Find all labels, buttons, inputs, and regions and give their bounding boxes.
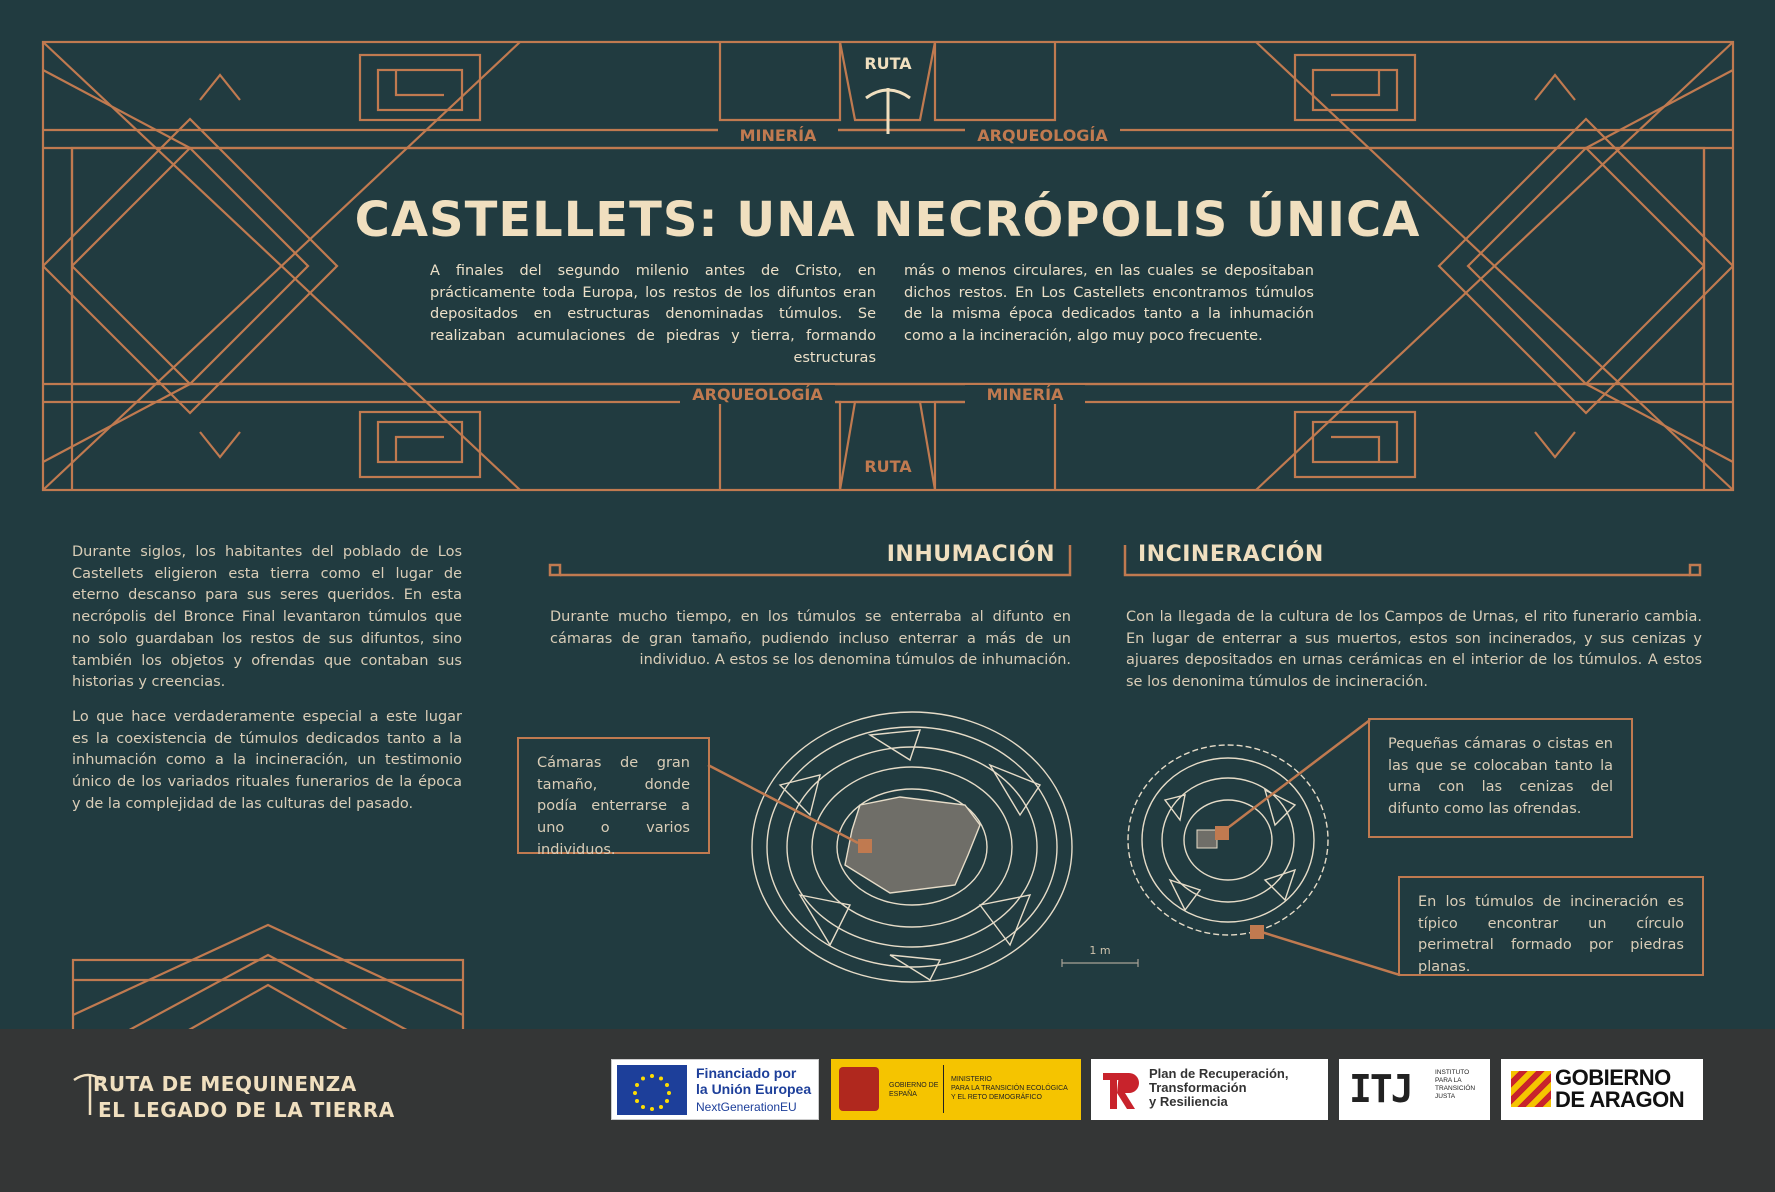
aragon-line-2: DE ARAGON [1555,1087,1685,1112]
inhumacion-text: Durante mucho tiempo, en los túmulos se enterraba al difunto en cámaras de gran tamaño, pudiendo incluso enterrar a más de un individuo. A estos se los denomina túmulos de inhumación. [550,609,1071,669]
eu-text-3: NextGenerationEU [696,1100,797,1114]
arqueologia-top-label: ARQUEOLOGÍA [965,126,1120,145]
plan-text-3: y Resiliencia [1149,1094,1228,1109]
ruta-top-label: RUTA [864,54,912,73]
inhumacion-title: INHUMACIÓN [886,542,1055,567]
arqueologia-bottom-label: ARQUEOLOGÍA [680,385,835,404]
plan-recuperacion-logo [1091,1059,1328,1120]
pickaxe-icon [866,88,910,134]
tr-mark-icon [1101,1071,1141,1111]
itj-line-1: INSTITUTO [1435,1069,1470,1076]
itj-logo [1339,1059,1490,1120]
bottom-left-ornament [60,915,480,1030]
ministerio-line-1: MINISTERIO [951,1076,992,1083]
incineracion-callout-1: Pequeñas cámaras o cistas en las que se colocaban tanto la urna con las cenizas del difunto como las ofrendas. [1368,718,1633,838]
spain-coat-of-arms-icon [839,1067,879,1111]
eu-logo [611,1059,819,1120]
section-header-rules [545,540,1705,580]
inhumacion-callout: Cámaras de gran tamaño, donde podía enterrarse a uno o varios individuos. [517,737,710,854]
itj-line-2: PARA LA [1435,1077,1462,1084]
gob-espana-text: GOBIERNO DE ESPAÑA [889,1082,939,1098]
eu-text-2: la Unión Europea [696,1081,812,1097]
aragon-flag-icon [1511,1071,1551,1107]
itj-line-3: TRANSICIÓN [1435,1085,1476,1092]
intro-left: A finales del segundo milenio antes de Cristo, en prácticamente toda Europa, los restos de los difuntos eran depositados en estructuras denominadas túmulos. Se realizaban acumulaciones de piedras y tierra, formando estructuras [430,263,876,366]
page-title: CASTELLETS: UNA NECRÓPOLIS ÚNICA [354,192,1421,248]
intro-right: más o menos circulares, en las cuales se depositaban dichos restos. En Los Castellets encontramos túmulos de la misma época dedicados tanto a la inhumación como a la incineración, algo muy poco frecuente. [904,263,1314,345]
incineracion-text: Con la llegada de la cultura de los Campos de Urnas, el rito funerario cambia. En lugar de enterrar a sus muertos, estos son incinerados, y sus cenizas y ajuares depositados en urnas cerámicas en el interior de los túmulos. A estos se los denonima túmulos de incineración. [1126,609,1702,691]
itj-mark: ITJ [1349,1067,1412,1111]
aragon-line-1: GOBIERNO [1555,1065,1671,1090]
gobierno-espana-logo [831,1059,1081,1120]
brand-line-1: RUTA DE MEQUINENZA [93,1072,357,1096]
mineria-top-label: MINERÍA [718,126,838,145]
eu-text-1: Financiado por [696,1065,797,1081]
itj-line-4: JUSTA [1435,1093,1456,1100]
plan-text-2: Transformación [1149,1080,1247,1095]
brand-line-2: EL LEGADO DE LA TIERRA [98,1098,395,1122]
incineracion-title: INCINERACIÓN [1138,542,1324,567]
scale-label: 1 m [1089,944,1111,957]
ruta-bottom-label: RUTA [864,457,912,476]
mineria-bottom-label: MINERÍA [965,385,1085,404]
ministerio-line-2: PARA LA TRANSICIÓN ECOLÓGICA [951,1085,1068,1092]
ministerio-line-3: Y EL RETO DEMOGRÁFICO [951,1094,1042,1101]
left-paragraph-1: Durante siglos, los habitantes del poblado de Los Castellets eligieron esta tierra como el lugar de eterno descanso para sus seres queridos. En esta necrópolis del Bronce Final levantaron túmulos que no solo guardaban los restos de sus difuntos, sino también los objetos y ofrendas que contaban sus historias y creencias. [72,544,462,691]
eu-flag-icon [617,1065,687,1115]
plan-text-1: Plan de Recuperación, [1149,1066,1289,1081]
left-paragraph-2: Lo que hace verdaderamente especial a este lugar es la coexistencia de túmulos dedicados tanto a la inhumación como a la incineración, un testimonio único de los variados rituales funerarios de la época y de la complejidad de las culturas del pasado. [72,709,462,812]
incineracion-callout-2: En los túmulos de incineración es típico encontrar un círculo perimetral formado por piedras planas. [1398,876,1704,976]
gobierno-aragon-logo [1501,1059,1703,1120]
